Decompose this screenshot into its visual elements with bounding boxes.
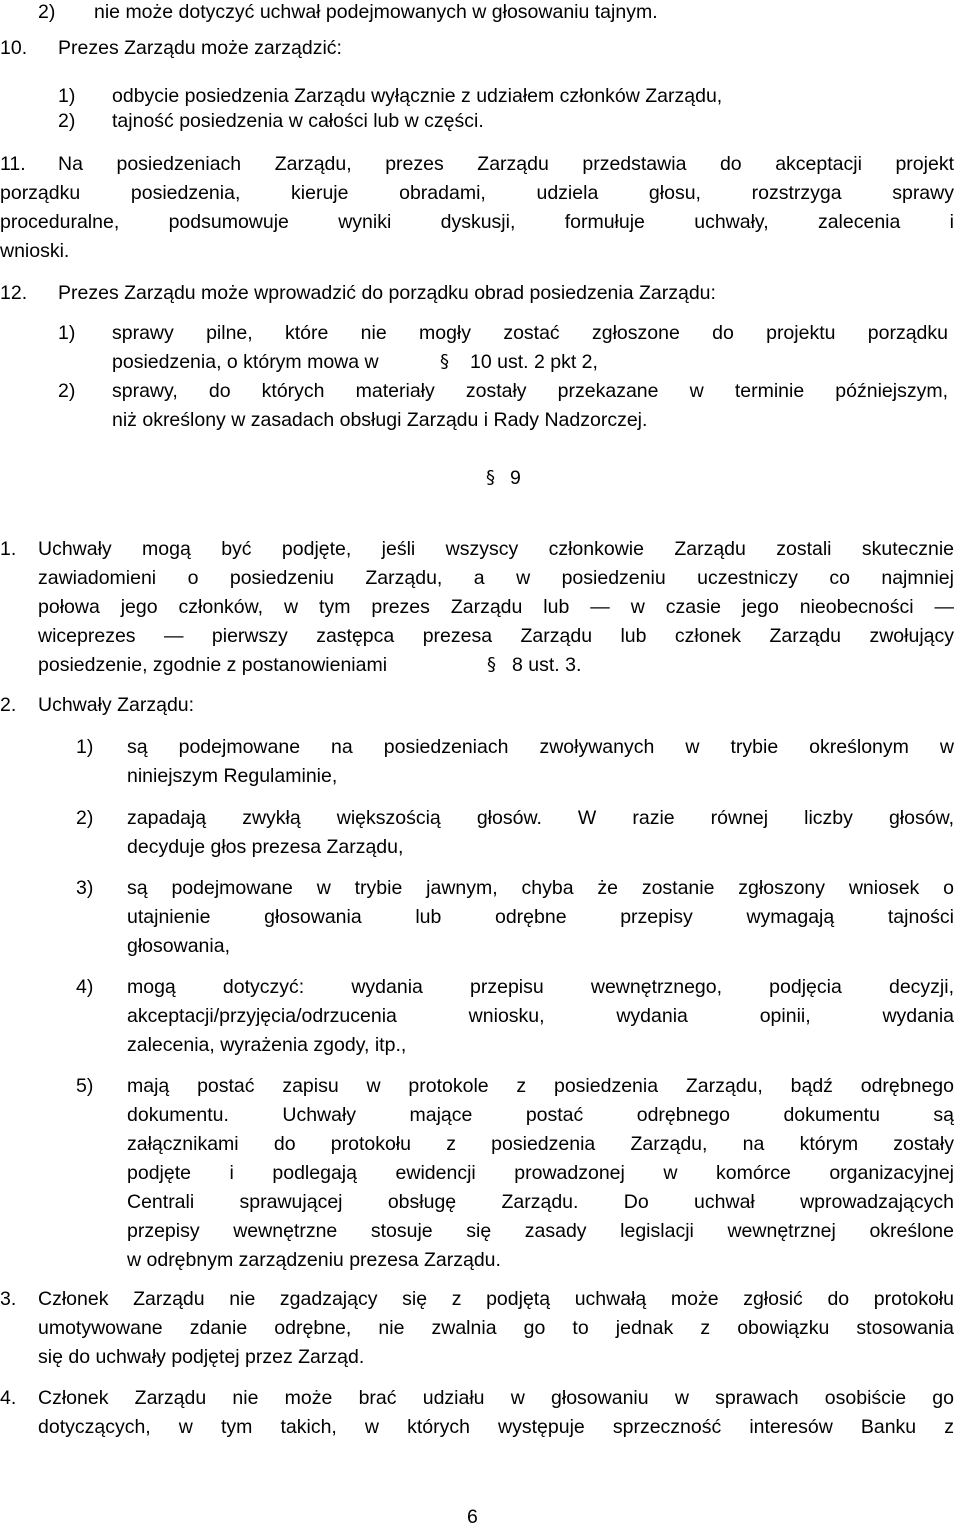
paragraph-line: zawiadomieni o posiedzeniu Zarządu, a w posiedzeniu uczestniczy co najmniej xyxy=(38,567,954,589)
list-number: 2) xyxy=(76,807,94,829)
list-item-text: posiedzenia, o którym mowa w xyxy=(112,351,379,373)
page-number: 6 xyxy=(467,1506,478,1528)
list-item-text: sprawy pilne, które nie mogły zostać zgłoszone do projektu porządku xyxy=(112,322,948,344)
list-item-text: sprawy, do których materiały zostały przekazane w terminie późniejszym, xyxy=(112,380,948,402)
point-number: 1. xyxy=(0,538,17,560)
point-number: 11. xyxy=(0,153,26,175)
list-number: 5) xyxy=(76,1075,94,1097)
paragraph-line: Uchwały mogą być podjęte, jeśli wszyscy członkowie Zarządu zostali skutecznie xyxy=(38,538,954,560)
list-item-text: nie może dotyczyć uchwał podejmowanych w głosowaniu tajnym. xyxy=(94,1,658,23)
point-number: 2. xyxy=(0,694,17,716)
paragraph-line: Członek Zarządu nie zgadzający się z podjętą uchwałą może zgłosić do protokołu xyxy=(38,1288,954,1310)
list-number: 1) xyxy=(76,736,94,758)
list-item-text: załącznikami do protokołu z posiedzenia Zarządu, na którym zostały xyxy=(127,1133,954,1155)
paragraph-line: dotyczących, w tym takich, w których występuje sprzeczność interesów Banku z xyxy=(38,1416,954,1438)
list-item-text: odbycie posiedzenia Zarządu wyłącznie z udziałem członków Zarządu, xyxy=(112,85,723,107)
list-item-text: są podejmowane na posiedzeniach zwoływanych w trybie określonym w xyxy=(127,736,954,758)
list-item-text: zapadają zwykłą większością głosów. W razie równej liczby głosów, xyxy=(127,807,954,829)
list-item-text: mają postać zapisu w protokole z posiedzenia Zarządu, bądź odrębnego xyxy=(127,1075,954,1097)
list-item-text: są podejmowane w trybie jawnym, chyba że zostanie zgłoszony wniosek o xyxy=(127,877,954,899)
paragraph-line: posiedzenie, zgodnie z postanowieniami xyxy=(38,654,388,676)
paragraph-line: 8 ust. 3. xyxy=(512,654,582,676)
list-item-text: zalecenia, wyrażenia zgody, itp., xyxy=(127,1034,407,1056)
list-item-text: 10 ust. 2 pkt 2, xyxy=(470,351,598,373)
list-item-text: podjęte i podlegają ewidencji prowadzonej w komórce organizacyjnej xyxy=(127,1162,954,1184)
list-item-text: Centrali sprawującej obsługę Zarządu. Do uchwał wprowadzających xyxy=(127,1191,954,1213)
list-number: 2) xyxy=(58,110,76,132)
point-number: 3. xyxy=(0,1288,17,1310)
point-lead: Prezes Zarządu może wprowadzić do porządku obrad posiedzenia Zarządu: xyxy=(58,282,716,304)
paragraph-line: Na posiedzeniach Zarządu, prezes Zarządu przedstawia do akceptacji projekt xyxy=(58,153,954,175)
list-item-text: niniejszym Regulaminie, xyxy=(127,765,338,787)
list-number: 1) xyxy=(58,85,76,107)
list-item-text: utajnienie głosowania lub odrębne przepisy wymagają tajności xyxy=(127,906,954,928)
paragraph-line: Członek Zarządu nie może brać udziału w głosowaniu w sprawach osobiście go xyxy=(38,1387,954,1409)
list-item-text: głosowania, xyxy=(127,935,230,957)
list-number: 2) xyxy=(38,1,56,23)
paragraph-line: wnioski. xyxy=(0,240,70,262)
list-item-text: mogą dotyczyć: wydania przepisu wewnętrznego, podjęcia decyzji, xyxy=(127,976,954,998)
section-sign: § xyxy=(440,351,449,372)
list-item-text: przepisy wewnętrzne stosuje się zasady legislacji wewnętrznej określone xyxy=(127,1220,954,1242)
paragraph-line: się do uchwały podjętej przez Zarząd. xyxy=(38,1346,365,1368)
paragraph-line: umotywowane zdanie odrębne, nie zwalnia go to jednak z obowiązku stosowania xyxy=(38,1317,954,1339)
point-number: 12. xyxy=(0,282,28,304)
paragraph-line: porządku posiedzenia, kieruje obradami, udziela głosu, rozstrzyga sprawy xyxy=(0,182,954,204)
list-item-text: niż określony w zasadach obsługi Zarządu i Rady Nadzorczej. xyxy=(112,409,648,431)
section-heading-number: 9 xyxy=(510,467,521,489)
list-number: 2) xyxy=(58,380,76,402)
section-sign: § xyxy=(486,467,495,488)
list-item-text: akceptacji/przyjęcia/odrzucenia wniosku, wydania opinii, wydania xyxy=(127,1005,954,1027)
point-lead: Prezes Zarządu może zarządzić: xyxy=(58,37,342,59)
paragraph-line: połowa jego członków, w tym prezes Zarządu lub — w czasie jego nieobecności — xyxy=(38,596,954,618)
point-lead: Uchwały Zarządu: xyxy=(38,694,195,716)
list-number: 3) xyxy=(76,877,94,899)
list-number: 4) xyxy=(76,976,94,998)
paragraph-line: proceduralne, podsumowuje wyniki dyskusji, formułuje uchwały, zalecenia i xyxy=(0,211,954,233)
section-sign: § xyxy=(487,654,496,675)
point-number: 4. xyxy=(0,1387,17,1409)
list-item-text: w odrębnym zarządzeniu prezesa Zarządu. xyxy=(127,1249,501,1271)
point-number: 10. xyxy=(0,37,28,59)
list-item-text: dokumentu. Uchwały mające postać odrębnego dokumentu są xyxy=(127,1104,954,1126)
list-item-text: tajność posiedzenia w całości lub w części. xyxy=(112,110,484,132)
paragraph-line: wiceprezes — pierwszy zastępca prezesa Zarządu lub członek Zarządu zwołujący xyxy=(38,625,954,647)
list-item-text: decyduje głos prezesa Zarządu, xyxy=(127,836,404,858)
list-number: 1) xyxy=(58,322,76,344)
